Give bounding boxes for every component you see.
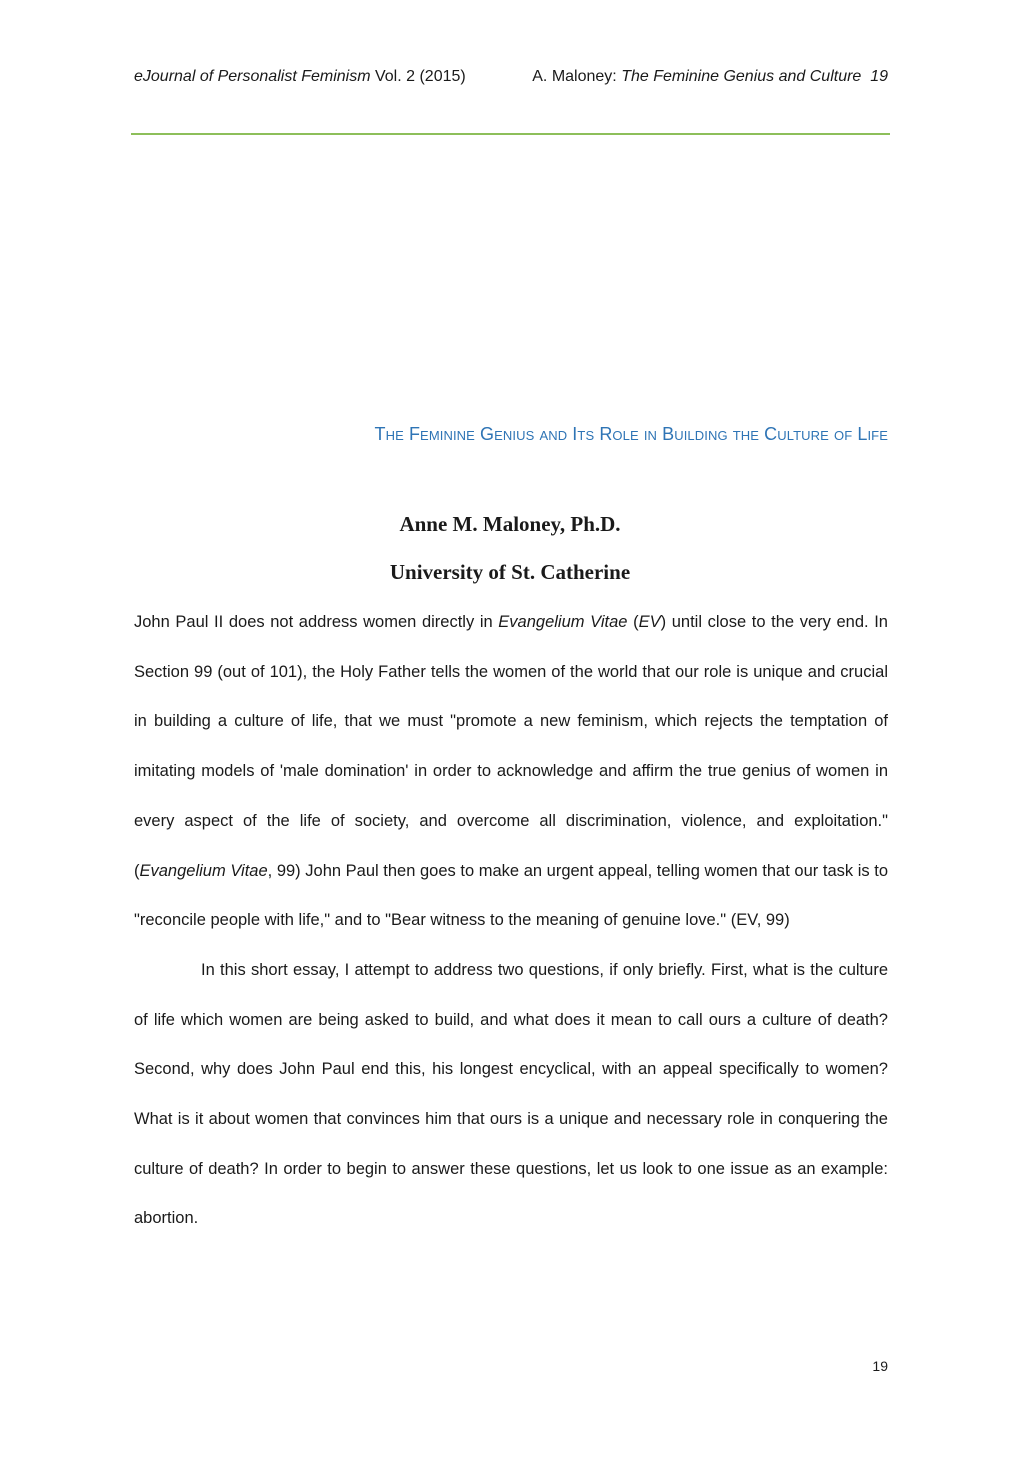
- citation-evangelium-vitae: Evangelium Vitae: [498, 613, 628, 631]
- paragraph-1-text-a: John Paul II does not address women directly in: [134, 613, 499, 631]
- running-title: The Feminine Genius and Culture: [621, 68, 862, 85]
- journal-name: eJournal of Personalist Feminism: [134, 68, 371, 85]
- running-header-journal: [134, 68, 466, 86]
- paragraph-1-text-d: , 99) John Paul then goes to make an urgent appeal, telling women that our task is to "reconcile people with life," and to "Bear witness to the meaning of genuine love." (EV, 99): [134, 861, 888, 930]
- running-author: A. Maloney:: [532, 68, 622, 85]
- article-title: The Feminine Genius and Its Role in Building the Culture of Life: [374, 424, 888, 444]
- page-number: 19: [872, 1358, 888, 1374]
- paragraph-2: In this short essay, I attempt to address two questions, if only briefly. First, what is the culture of life which women are being asked to build, and what does it mean to call ours a culture of death? Second, why does John Paul end this, his longest encyclical, with an appeal specifically to women? What is it about women that convinces him that ours is a unique and necessary role in conquering the culture of death? In order to begin to answer these questions, let us look to one issue as an example: abortion.: [134, 960, 888, 1228]
- author-affiliation: University of St. Catherine: [389, 560, 631, 584]
- running-header-article: [532, 68, 888, 86]
- running-page-number: 19: [870, 68, 888, 85]
- journal-volume: Vol. 2 (2015): [370, 68, 466, 85]
- citation-evangelium-vitae-2: Evangelium Vitae: [139, 861, 268, 880]
- paragraph-1: [134, 598, 888, 946]
- header-divider: [131, 133, 890, 135]
- author-name: Anne M. Maloney, Ph.D.: [399, 512, 621, 536]
- running-header: [134, 68, 888, 92]
- citation-ev-abbrev: EV: [638, 613, 661, 631]
- article-body: [134, 598, 888, 1244]
- paragraph-1-text-b: (: [627, 613, 639, 631]
- paragraph-1-text-c: ) until close to the very end. In Section 99 (out of 101), the Holy Father tells the women of the world that our role is unique and crucial in building a culture of life, that we must "promote a new feminism, which rejects the temptation of imitating models of 'male domination' in order to acknowledge and affirm the true genius of women in every aspect of the life of society, and overcome all discrimination, violence, and exploitation." (: [134, 613, 888, 880]
